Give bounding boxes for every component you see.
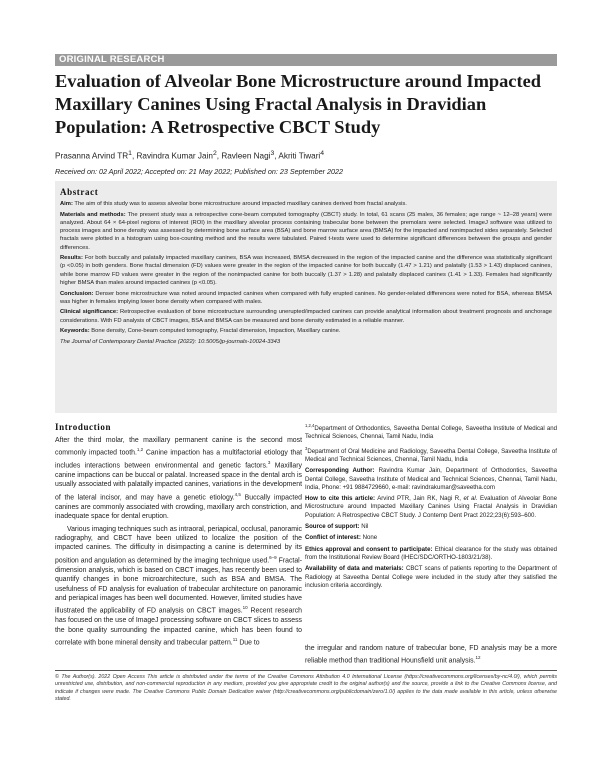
right-column <box>305 422 557 593</box>
data-availability <box>305 565 557 590</box>
author-name[interactable]: Ravleen Nagi <box>221 151 271 161</box>
intro-text: Canine impaction has a multifactorial etiology that includes interactions between environmental and genetic factors. <box>55 449 302 470</box>
abstract-keywords-label: Keywords: <box>60 328 90 335</box>
corresponding-label: Corresponding Author: <box>305 467 375 475</box>
cite-etal: et al. <box>463 495 478 503</box>
affiliation-1 <box>305 422 557 442</box>
abstract-aim-text: The aim of this study was to assess alveolar bone microstructure around impacted maxillary canines derived from fractal analysis. <box>74 201 407 207</box>
availability-label: Availability of data and materials: <box>305 565 404 573</box>
citation-ref[interactable]: 12 <box>475 655 481 661</box>
affiliation-mark: 1,2,4 <box>305 423 315 428</box>
abstract-box <box>55 181 557 413</box>
abstract-aim <box>60 200 552 208</box>
publication-dates: Received on: 02 April 2022; Accepted on: 21 May 2022; Published on: 23 September 2022 <box>55 167 343 176</box>
abstract-keywords-text: Bone density, Cone-beam computed tomography, Fractal dimension, Impaction, Maxillary canine. <box>91 328 341 335</box>
author-affiliation-mark: 1 <box>128 150 132 157</box>
source-of-support <box>305 523 557 531</box>
cite-text: Evaluation of Alveolar Bone Microstructure around Impacted Maxillary Canines Using Fractal Analysis in Dravidian Population: A Retrospective CBCT Study. J Contemp Dent Pract 2022;23(6):593–600. <box>305 495 558 519</box>
section-band <box>55 54 557 66</box>
conflict-text: None <box>362 534 378 542</box>
author-name[interactable]: Prasanna Arvind TR <box>55 151 129 161</box>
introduction-heading: Introduction <box>55 422 112 432</box>
citation-ref[interactable]: 10 <box>242 605 248 611</box>
citation-ref[interactable]: 1,2 <box>136 447 144 453</box>
article-title: Evaluation of Alveolar Bone Microstructure around Impacted Maxillary Canines Using Fractal Analysis in Dravidian Population: A Retrospective CBCT Study <box>55 71 541 137</box>
ethics-text: Ethical clearance for the study was obtained from the Institutional Review Board (IHEC/SDC/ORTHO-1803/21/38). <box>305 545 557 561</box>
ethics-approval <box>305 546 557 563</box>
intro-text: Maxillary canine impactions can be buccal or palatal. Increased space in the dental arch is usually associated with palatally impacted canines, variations in the development of the lateral incisor, and may have a genetic etiology. <box>55 462 302 502</box>
abstract-clinical-label: Clinical significance: <box>60 309 119 316</box>
affiliation-text: Department of Orthodontics, Saveetha Dental College, Saveetha Institute of Medical and Technical Sciences, Chennai, Tamil Nadu, India <box>305 425 557 441</box>
intro-text: After the third molar, the maxillary permanent canine is the second most commonly impacted tooth. <box>55 437 302 457</box>
abstract-results-label: Results: <box>60 255 83 262</box>
journal-citation[interactable]: The Journal of Contemporary Dental Practice (2022): 10.5005/jp-journals-10024-3343 <box>60 339 281 346</box>
citation-ref[interactable]: 6–9 <box>269 554 277 560</box>
intro-text: Due to <box>237 639 260 647</box>
support-text: Nil <box>361 523 369 531</box>
affiliation-text: Department of Oral Medicine and Radiology, Saveetha Dental College, Saveetha Institute of Medical and Technical Sciences, Chennai, Tamil Nadu, India <box>305 447 557 463</box>
citation-ref[interactable]: 3 <box>267 460 271 466</box>
intro-text: Fractal-dimension analysis, which is based on CBCT images, has recently been used to quantify changes in bone microarchitecture, such as BSA and BMSA. The usefulness of FD analysis for evaluation of trabecular architecture on panoramic and periapical images has been well documented. However, limited studies have illustrated the applicability of FD analysis on CBCT images. <box>55 557 302 615</box>
intro-continuation <box>305 644 557 666</box>
affiliation-mark: 3 <box>305 445 308 451</box>
ethics-label: Ethics approval and consent to participate: <box>305 545 433 553</box>
author-name[interactable]: Ravindra Kumar Jain <box>136 151 213 161</box>
availability-text: CBCT scans of patients reporting to the Department of Radiology at Saveetha Dental College were included in the study after they satisfied the inclusion criteria accordingly. <box>305 565 558 589</box>
abstract-methods <box>60 211 552 252</box>
author-name[interactable]: Akriti Tiwari <box>278 151 321 161</box>
intro-text: Buccally impacted canines are commonly associated with crowding, maxillary arch constriction, and inadequate space for dental eruption. <box>55 494 302 521</box>
abstract-methods-label: Materials and methods: <box>60 211 126 218</box>
conflict-label: Conflict of interest: <box>305 534 361 542</box>
cite-text: Arvind PTR, Jain RK, Nagi R, <box>377 495 464 503</box>
footer-divider <box>55 670 557 671</box>
abstract-conclusion-label: Conclusion: <box>60 290 94 297</box>
abstract-keywords <box>60 327 552 335</box>
intro-paragraph-2 <box>55 525 302 648</box>
intro-text: Recent research has focused on the use of ImageJ processing software on CBCT slices to assess the bone quality surrounding the impacted canine, which has been found to correlate with bone mineral density and trabecular pattern. <box>55 607 302 647</box>
corresponding-text: Ravindra Kumar Jain, Department of Orthodontics, Saveetha Dental College, Saveetha Institute of Medical and Technical Sciences, Chennai, Tamil Nadu, India, Phone: +91 9884729660, e-mail: ravindrakumar@saveetha.com <box>305 467 557 491</box>
intro-paragraph-1 <box>55 436 302 522</box>
support-label: Source of support: <box>305 523 360 531</box>
affiliation-2 <box>305 445 557 465</box>
abstract-clinical <box>60 308 552 324</box>
abstract-results-text: For both buccally and palatally impacted maxillary canines, BSA was increased, BMSA decreased in the region of the impacted canine and the difference was statistically significant (p <0.05) in both genders. Bone fractal dimension (FD) values were greater in the region of the impacted canine for both buccally (1.47 > 1.21) and palatally (1.53 > 1.43) displaced canines, while bone marrow FD values were greater in the region of the nonimpacted canine for both buccally (1.37 > 1.28) and palatally displaced canines (1.41 > 1.33). Females had significantly higher BMSA than males around impacted canines (p <0.05). <box>60 255 552 286</box>
section-label: ORIGINAL RESEARCH <box>59 54 165 65</box>
how-to-cite <box>305 495 557 520</box>
abstract-results <box>60 254 552 287</box>
citation-ref[interactable]: 11 <box>232 637 238 643</box>
abstract-heading: Abstract <box>60 187 99 197</box>
left-column <box>55 422 302 648</box>
citation-ref[interactable]: 4,5 <box>234 491 241 497</box>
author-affiliation-mark: 2 <box>212 150 217 157</box>
abstract-aim-label: Aim: <box>60 201 73 207</box>
author-list: Prasanna Arvind $TR^1$, Ravindra Kumar Jain$^2$, Ravleen Nagi$^3$, Akriti Tiwari$^4$ <box>55 150 325 161</box>
abstract-clinical-text: Retrospective evaluation of bone microstructure surrounding unerupted/impacted canines can provide analytical information about treatment prognosis and anchorage considerations. With FD analysis of CBCT images, BSA and BMSA can be measured and bone density estimated in a reliable manner. <box>60 309 552 324</box>
abstract-methods-text: The present study was a retrospective cone-beam computed tomography (CBCT) study. In total, 61 scans (25 males, 36 females; age range ~ 12–28 years) were analyzed. About 64 × 64-pixel regions of interest (ROI) in the maxillary alveolar process containing trabecular bone between the premolars were selected. ImageJ software was utilized to process images and bone density was assessed by determining bone surface area (BSA) and bone marrow surface area (BMSA) for the impacted and nonimpacted sides separately. Selected fractals were plotted in a histogram using box-counting method and the results were tabulated. Paired t-tests were used to determine significant differences between the groups and gender differences. <box>60 211 552 251</box>
intro-text: the irregular and random nature of trabecular bone, FD analysis may be a more reliable method than traditional Hounsfield unit analysis. <box>305 645 557 665</box>
corresponding-author <box>305 467 557 492</box>
abstract-conclusion <box>60 290 552 306</box>
intro-text: Various imaging techniques such as intraoral, periapical, occlusal, panoramic radiography, and CBCT have been utilized to localize the position of the impacted canines. The difficulty in disimpacting a canine is determined by its position and angulation as determined by the imaging technique used. <box>55 525 302 565</box>
abstract-conclusion-text: Denser bone microstructure was noted around impacted canines when compared with fully erupted canines. No gender-related differences were noted for BSA, whereas BMSA was higher in females implying lower bone density when compared with males. <box>60 290 552 305</box>
conflict-of-interest <box>305 534 557 542</box>
license-footer: © The Author(s). 2022 Open Access This article is distributed under the terms of the Creative Commons Attribution 4.0 International License (https://creativecommons.org/licenses/by-nc/4.0/), which permits unrestricted use, distribution, and non-commercial reproduction in any medium, provided you give appropriate credit to the original author(s) and the source, provide a link to the Creative Commons license, and indicate if changes were made. The Creative Commons Public Domain Dedication waiver (http://creativecommons.org/publicdomain/zero/1.0/) applies to the data made available in this article, unless otherwise stated. <box>55 674 557 703</box>
cite-label: How to cite this article: <box>305 495 376 503</box>
author-affiliation-mark: 3 <box>270 150 275 157</box>
author-affiliation-mark: 4 <box>320 150 325 157</box>
